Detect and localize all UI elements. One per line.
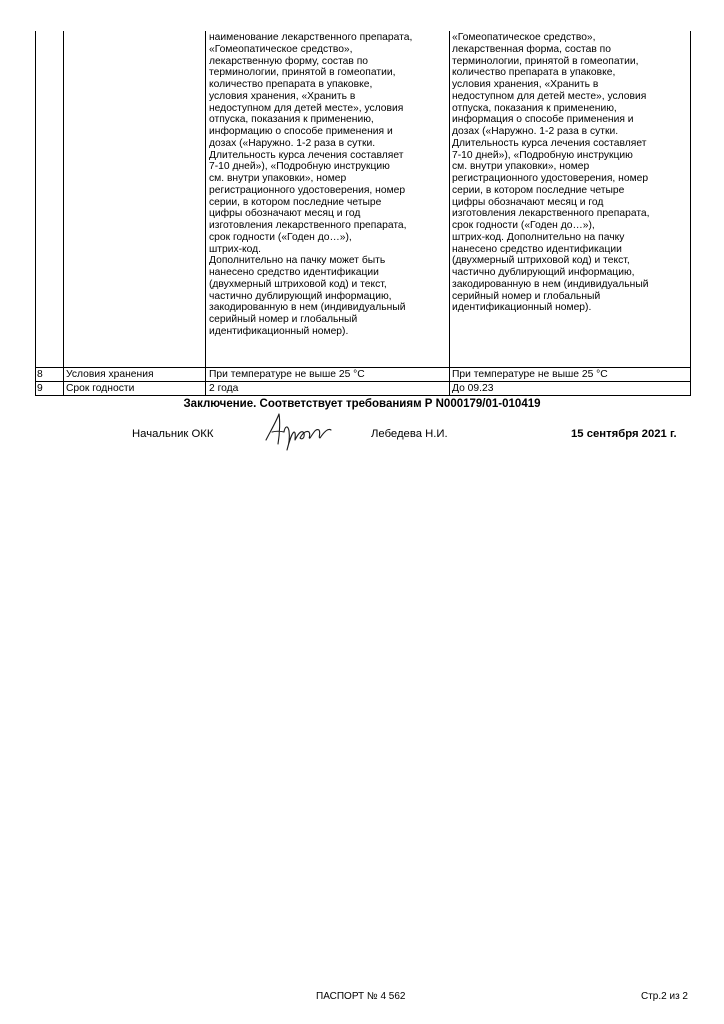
footer-passport-number: ПАСПОРТ № 4 562: [316, 991, 406, 1002]
table-cell-number: 8: [37, 369, 43, 380]
table-cell-requirement: При температуре не выше 25 °С: [209, 369, 365, 380]
table-border-right: [690, 31, 691, 396]
signature-date: 15 сентября 2021 г.: [571, 428, 677, 440]
table-cell-result: При температуре не выше 25 °С: [452, 369, 608, 380]
specification-table: [35, 31, 691, 396]
conclusion: Заключение. Соответствует требованиям Р N000179/01-010419: [183, 398, 541, 410]
table-divider: [205, 31, 206, 396]
table-divider: [63, 31, 64, 396]
signatory-position: Начальник ОКК: [132, 428, 214, 440]
table-cell-number: 9: [37, 383, 43, 394]
table-cell-indicator: Условия хранения: [66, 369, 154, 380]
table-cell-requirement: 2 года: [209, 383, 239, 394]
table-cell-requirement: наименование лекарственного препарата, «Гомеопатическое средство», лекарственную форму, состав по терминологии, принятой в гомеопатии, количество препарата в упаковке, условия хранения, «Хранить в недоступном для детей месте», условия отпуска, показания к применению, информацию о способе применения и дозах («Наружно. 1-2 раза в сутки. Длительность курса лечения составляет 7-10 дней»), «Подробную инструкцию см. внутри упаковки», номер регистрационного удостоверения, номер серии, в котором последние четыре цифры обозначают месяц и год изготовления лекарственного препарата, срок годности («Годен до…»), штрих-код. Дополнительно на пачку может быть нанесено средство идентификации (двухмерный штриховой код) и текст, частично дублирующий информацию, закодированную в нем (индивидуальный серийный номер и глобальный идентификационный номер).: [209, 32, 413, 337]
footer-page-number: Стр.2 из 2: [641, 991, 688, 1002]
table-cell-result: «Гомеопатическое средство», лекарственная форма, состав по терминологии, принятой в гомеопатии, количество препарата в упаковке, условия хранения, «Хранить в недоступном для детей месте», условия отпуска, показания к применению, информация о способе применения и дозах («Наружно. 1-2 раза в сутки. Длительность курса лечения составляет 7-10 дней»), «Подробную инструкцию см. внутри упаковки», номер регистрационного удостоверения, номер серии, в котором последние четыре цифры обозначают месяц и год изготовления лекарственного препарата, срок годности («Годен до…»), штрих-код. Дополнительно на пачку нанесено средство идентификации (двухмерный штриховой код) и текст, частично дублирующий информацию, закодированную в нем (индивидуальный серийный номер и глобальный идентификационный номер).: [452, 32, 650, 314]
table-divider: [449, 31, 450, 396]
table-cell-result: До 09.23: [452, 383, 494, 394]
table-cell-indicator: Срок годности: [66, 383, 135, 394]
table-row-border: [35, 395, 691, 396]
signatory-name: Лебедева Н.И.: [371, 428, 448, 440]
table-border-left: [35, 31, 36, 396]
handwritten-signature: [262, 410, 334, 454]
